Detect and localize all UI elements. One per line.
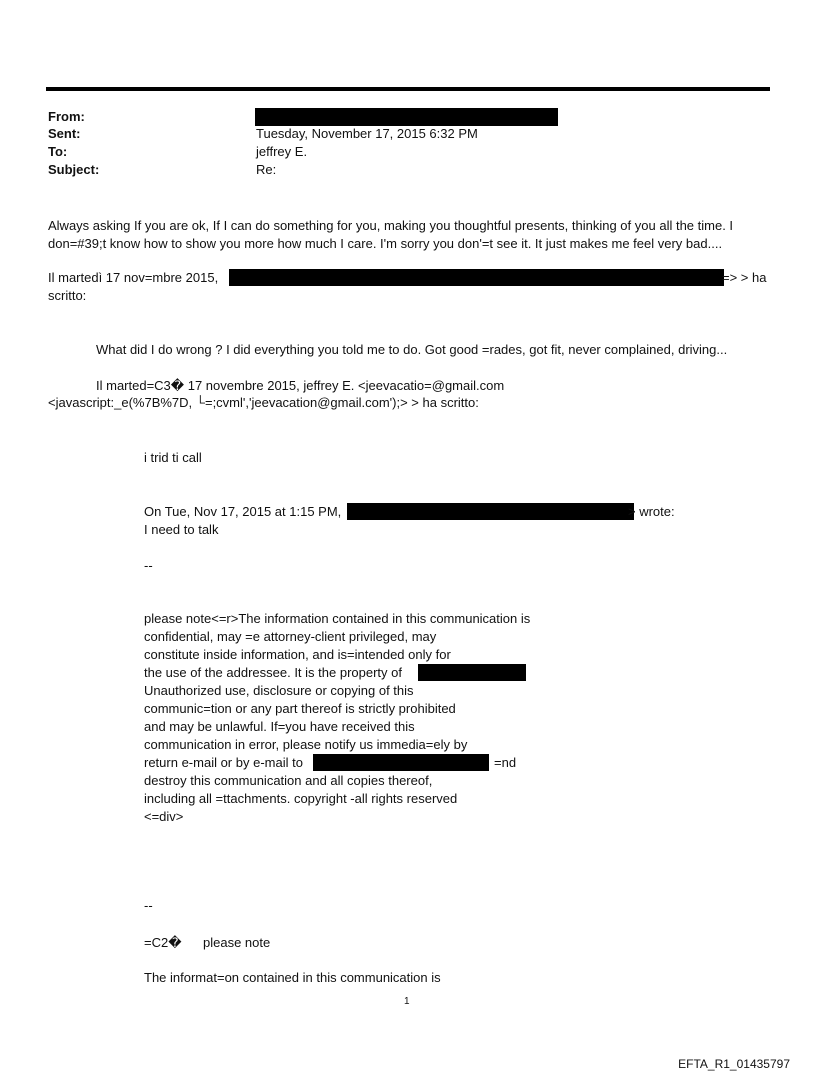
disclaimer-line: confidential, may =e attorney-client privileged, may — [144, 629, 437, 644]
subject-label: Subject: — [48, 162, 100, 177]
body-line-1: Always asking If you are ok, If I can do something for you, making you thoughtful presents, thinking of you all the time. I — [48, 218, 734, 233]
msg-call: i trid ti call — [144, 450, 202, 465]
subject-value: Re: — [256, 162, 277, 177]
property-redaction — [418, 664, 526, 681]
disclaimer-nd: =nd — [494, 755, 517, 770]
body-line-2: don=#39;t know how to show you more how much I care. I'm sorry you don'=t see it. It just makes me feel very bad.... — [48, 236, 723, 251]
quote1-prefix: Il martedì 17 nov=mbre 2015, — [48, 270, 219, 285]
disclaimer-line: communic=tion or any part thereof is strictly prohibited — [144, 701, 456, 716]
to-value: jeffrey E. — [256, 144, 308, 159]
quote1-line2: scritto: — [48, 288, 87, 303]
to-label: To: — [48, 144, 68, 159]
disclaimer-line: the use of the addressee. It is the property of — [144, 665, 402, 680]
c2-text: please note — [203, 935, 271, 950]
disclaimer-line: communication in error, please notify us immedia=ely by — [144, 737, 468, 752]
quote3-suffix: > wrote: — [628, 504, 675, 519]
disclaimer-line: <=div> — [144, 809, 184, 824]
disclaimer-line: Unauthorized use, disclosure or copying of this — [144, 683, 414, 698]
quote2-line2: <javascript:_e(%7B%7D, └=;cvml','jeevacation@gmail.com');> > ha scritto: — [48, 395, 479, 410]
header-rule — [46, 87, 770, 91]
sig-dash-1: -- — [144, 558, 153, 573]
disclaimer-line: constitute inside information, and is=intended only for — [144, 647, 451, 662]
body-para-2: What did I do wrong ? I did everything you told me to do. Got good =rades, got fit, never complained, driving... — [96, 342, 728, 357]
page-number: 1 — [404, 996, 410, 1007]
quote2-line1: Il marted=C3� 17 novembre 2015, jeffrey E. <jeevacatio=@gmail.com — [96, 378, 505, 393]
c2-code: =C2� — [144, 935, 182, 950]
quote1-redaction — [229, 269, 724, 286]
quote3-prefix: On Tue, Nov 17, 2015 at 1:15 PM, — [144, 504, 342, 519]
disclaimer-line: please note<=r>The information contained in this communication is — [144, 611, 531, 626]
disclaimer-line: including all =ttachments. copyright -all rights reserved — [144, 791, 458, 806]
sig-dash-2: -- — [144, 898, 153, 913]
msg-talk: I need to talk — [144, 522, 219, 537]
email-redaction — [313, 754, 489, 771]
sent-value: Tuesday, November 17, 2015 6:32 PM — [256, 126, 478, 141]
quote1-suffix: => > ha — [722, 270, 767, 285]
disclaimer-line: and may be unlawful. If=you have received this — [144, 719, 415, 734]
last-line: The informat=on contained in this communication is — [144, 970, 441, 985]
from-redaction — [255, 108, 558, 126]
disclaimer-line: destroy this communication and all copies thereof, — [144, 773, 433, 788]
document-id: EFTA_R1_01435797 — [678, 1057, 790, 1071]
sent-label: Sent: — [48, 126, 81, 141]
disclaimer-line: return e-mail or by e-mail to — [144, 755, 303, 770]
quote3-redaction — [347, 503, 634, 520]
from-label: From: — [48, 109, 85, 124]
